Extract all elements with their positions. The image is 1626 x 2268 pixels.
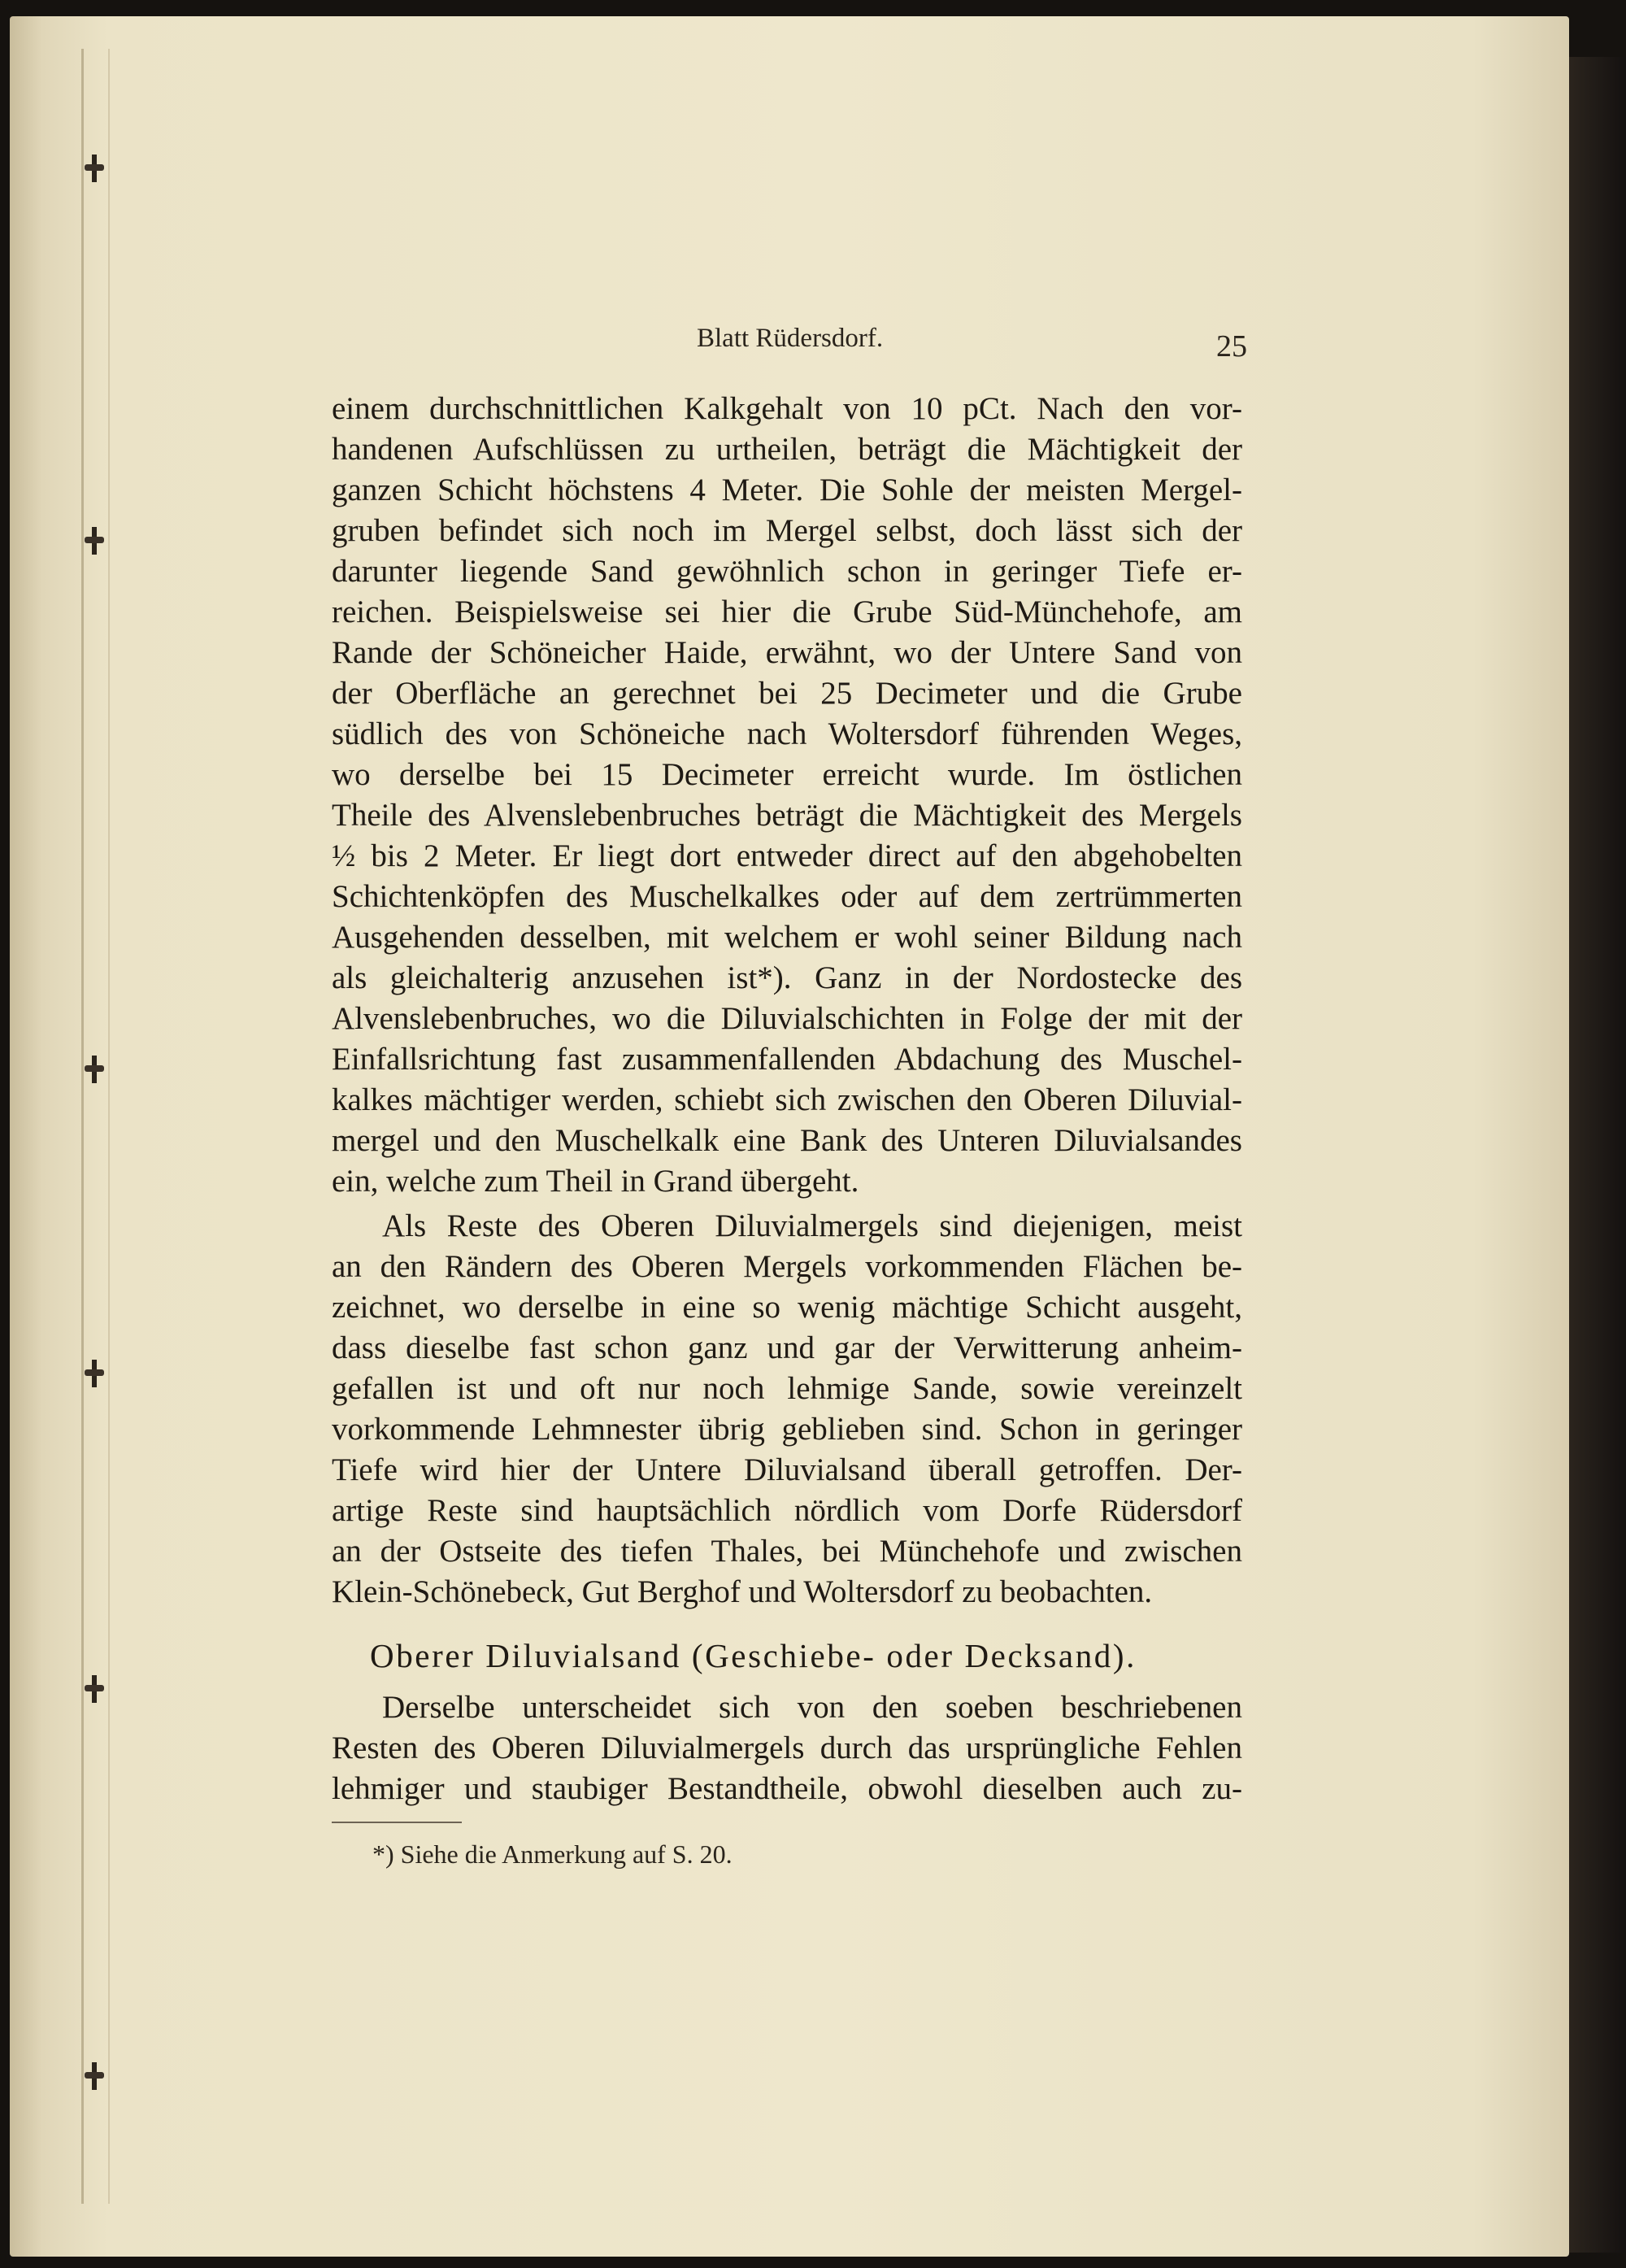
footnote: *) Siehe die Anmerkung auf S. 20. (372, 1839, 733, 1869)
text-line: Tiefe wird hier der Untere Diluvialsand überall getroffen. Der- (332, 1452, 1242, 1487)
text-line: wo derselbe bei 15 Decimeter erreicht wurde. Im östlichen (332, 757, 1242, 792)
text-line: gruben befindet sich noch im Mergel selbst, doch lässt sich der (332, 513, 1242, 548)
text-line: ganzen Schicht höchstens 4 Meter. Die Sohle der meisten Mergel- (332, 472, 1242, 507)
text-line: kalkes mächtiger werden, schiebt sich zwischen den Oberen Diluvial- (332, 1082, 1242, 1117)
text-line: gefallen ist und oft nur noch lehmige Sande, sowie vereinzelt (332, 1371, 1242, 1406)
text-line: reichen. Beispielsweise sei hier die Grube Süd-Münchehofe, am (332, 594, 1242, 629)
text-line: an der Ostseite des tiefen Thales, bei Münchehofe und zwischen (332, 1534, 1242, 1569)
binding-stitch (78, 1056, 111, 1083)
text-line: Theile des Alvenslebenbruches beträgt die Mächtigkeit des Mergels (332, 798, 1242, 833)
text-line: an den Rändern des Oberen Mergels vorkommenden Flächen be- (332, 1249, 1242, 1284)
text-line: artige Reste sind hauptsächlich nördlich vom Dorfe Rüdersdorf (332, 1493, 1242, 1528)
binding-stitch (78, 1360, 111, 1387)
text-line: Resten des Oberen Diluvialmergels durch das ursprüngliche Fehlen (332, 1730, 1242, 1765)
text-line: ein, welche zum Theil in Grand übergeht. (332, 1164, 859, 1199)
page-gutter (81, 49, 110, 2204)
text-line: einem durchschnittlichen Kalkgehalt von 10 pCt. Nach den vor- (332, 391, 1242, 426)
page-number: 25 (1216, 329, 1247, 363)
text-line: als gleichalterig anzusehen ist*). Ganz in der Nordostecke des (332, 960, 1242, 995)
binding-stitch (78, 155, 111, 182)
text-line: Als Reste des Oberen Diluvialmergels sind diejenigen, meist (382, 1208, 1242, 1243)
text-line: Ausgehenden desselben, mit welchem er wohl seiner Bildung nach (332, 920, 1242, 955)
binding-stitch (78, 2062, 111, 2090)
text-line: der Oberfläche an gerechnet bei 25 Decimeter und die Grube (332, 676, 1242, 711)
footnote-rule (332, 1822, 462, 1823)
text-line: Alvenslebenbruches, wo die Diluvialschichten in Folge der mit der (332, 1001, 1242, 1036)
text-line: dass dieselbe fast schon ganz und gar der Verwitterung anheim- (332, 1330, 1242, 1365)
text-line: vorkommende Lehmnester übrig geblieben sind. Schon in geringer (332, 1412, 1242, 1447)
text-line: darunter liegende Sand gewöhnlich schon in geringer Tiefe er- (332, 554, 1242, 589)
text-line: handenen Aufschlüssen zu urtheilen, beträgt die Mächtigkeit der (332, 432, 1242, 467)
text-line: mergel und den Muschelkalk eine Bank des Unteren Diluvialsandes (332, 1123, 1242, 1158)
text-line: ½ bis 2 Meter. Er liegt dort entweder direct auf den abgehobelten (332, 838, 1242, 873)
section-heading: Oberer Diluvialsand (Geschiebe- oder Decksand). (370, 1637, 1137, 1674)
text-line: Schichtenköpfen des Muschelkalkes oder auf dem zertrümmerten (332, 879, 1242, 914)
text-line: Rande der Schöneicher Haide, erwähnt, wo der Untere Sand von (332, 635, 1242, 670)
running-head: Blatt Rüdersdorf. (697, 324, 884, 353)
binding-stitch (78, 1675, 111, 1703)
text-line: zeichnet, wo derselbe in eine so wenig mächtige Schicht ausgeht, (332, 1290, 1242, 1325)
text-line: Klein-Schönebeck, Gut Berghof und Woltersdorf zu beobachten. (332, 1574, 1153, 1609)
book-cover-edge (1567, 57, 1626, 2253)
binding-stitch (78, 527, 111, 555)
text-line: Einfallsrichtung fast zusammenfallenden Abdachung des Muschel- (332, 1042, 1242, 1077)
text-line: südlich des von Schöneiche nach Woltersdorf führenden Weges, (332, 716, 1242, 751)
text-line: lehmiger und staubiger Bestandtheile, obwohl dieselben auch zu- (332, 1771, 1242, 1806)
text-line: Derselbe unterscheidet sich von den soeben beschriebenen (382, 1690, 1242, 1725)
